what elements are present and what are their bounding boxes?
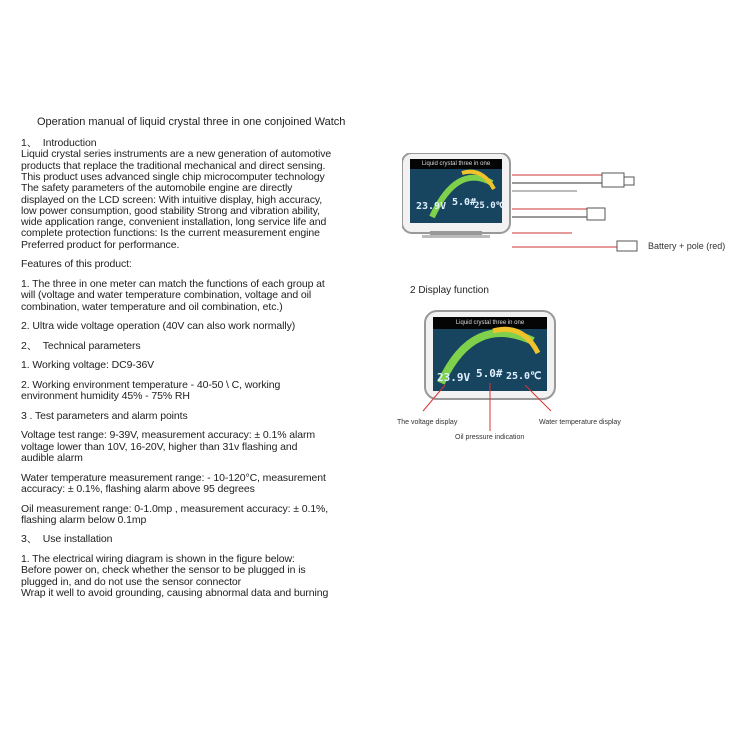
caption-water-temperature: Water temperature display — [539, 419, 621, 426]
document-title: Operation manual of liquid crystal three in one conjoined Watch — [37, 116, 346, 128]
manual-line: The safety parameters of the automobile engine are directly — [21, 182, 293, 195]
temperature-value: 25.0℃ — [474, 201, 506, 211]
manual-line: displayed on the LCD screen: With intuitive display, high accuracy, — [21, 193, 323, 206]
manual-line: 3、 Use installation — [21, 533, 113, 546]
display-diagram — [393, 283, 643, 443]
manual-line: environment humidity 45% - 75% RH — [21, 390, 190, 403]
manual-line: 1. The three in one meter can match the functions of each group at — [21, 277, 325, 290]
manual-line: voltage lower than 10V, 16-20V, higher than 31v flashing and — [21, 440, 298, 453]
manual-line: Features of this product: — [21, 258, 132, 271]
manual-line: Wrap it well to avoid grounding, causing abnormal data and burning — [21, 586, 329, 599]
manual-line: Before power on, check whether the sensor to be plugged in is — [21, 564, 306, 577]
manual-line: 2、 Technical parameters — [21, 339, 141, 352]
caption-voltage-display: The voltage display — [397, 419, 458, 426]
manual-line: 1. The electrical wiring diagram is shown in the figure below: — [21, 553, 295, 565]
manual-line: 2. Working environment temperature - 40-50 \ C, working — [21, 378, 281, 391]
manual-line: 3 . Test parameters and alarm points — [21, 409, 188, 422]
temperature-value: 25.0℃ — [506, 371, 542, 382]
manual-line: wide application range, convenient installation, long service life and — [21, 216, 327, 229]
pressure-value: 5.0# — [452, 197, 477, 208]
manual-line: plugged in, and do not use the sensor connector — [21, 575, 242, 588]
manual-line: combination, water temperature and oil combination, etc.) — [21, 300, 283, 313]
manual-line: 2. Ultra wide voltage operation (40V can also work normally) — [21, 320, 296, 333]
manual-line: complete protection functions: Is the current measurement engine — [21, 227, 320, 240]
manual-line: 1. Working voltage: DC9-36V — [21, 359, 155, 372]
manual-line: accuracy: ± 0.1%, flashing alarm above 95 degrees — [21, 482, 255, 495]
manual-line: Liquid crystal series instruments are a new generation of automotive — [21, 148, 332, 161]
manual-line: flashing alarm below 0.1mp — [21, 513, 147, 526]
voltage-value: 23.9V — [437, 371, 471, 384]
gauge-title: Liquid crystal three in one — [421, 161, 491, 167]
manual-line: Water temperature measurement range: - 10-120°C, measurement — [21, 471, 326, 484]
manual-line: low power consumption, good stability Strong and vibration ability, — [21, 204, 320, 217]
manual-line: This product uses advanced single chip microcomputer technology — [21, 170, 325, 183]
manual-line: Voltage test range: 9-39V, measurement accuracy: ± 0.1% alarm — [21, 429, 316, 442]
manual-line: 1、 Introduction — [21, 137, 97, 149]
section-display-function: 2 Display function — [410, 285, 489, 296]
manual-line: will (voltage and water temperature combination, voltage and oil — [21, 289, 312, 302]
wiring-diagram — [402, 153, 726, 263]
manual-line: Preferred product for performance. — [21, 238, 180, 251]
caption-oil-pressure: Oil pressure indication — [455, 434, 525, 441]
manual-line: audible alarm — [21, 452, 83, 464]
manual-line: Oil measurement range: 0-1.0mp , measurement accuracy: ± 0.1%, — [21, 502, 329, 515]
battery-label: Battery + pole (red) — [648, 241, 726, 251]
gauge-title: Liquid crystal three in one — [455, 320, 525, 326]
voltage-value: 23.9V — [416, 201, 447, 212]
pressure-value: 5.0# — [476, 367, 503, 380]
manual-line: products that replace the traditional mechanical and direct sensing. — [21, 159, 326, 172]
